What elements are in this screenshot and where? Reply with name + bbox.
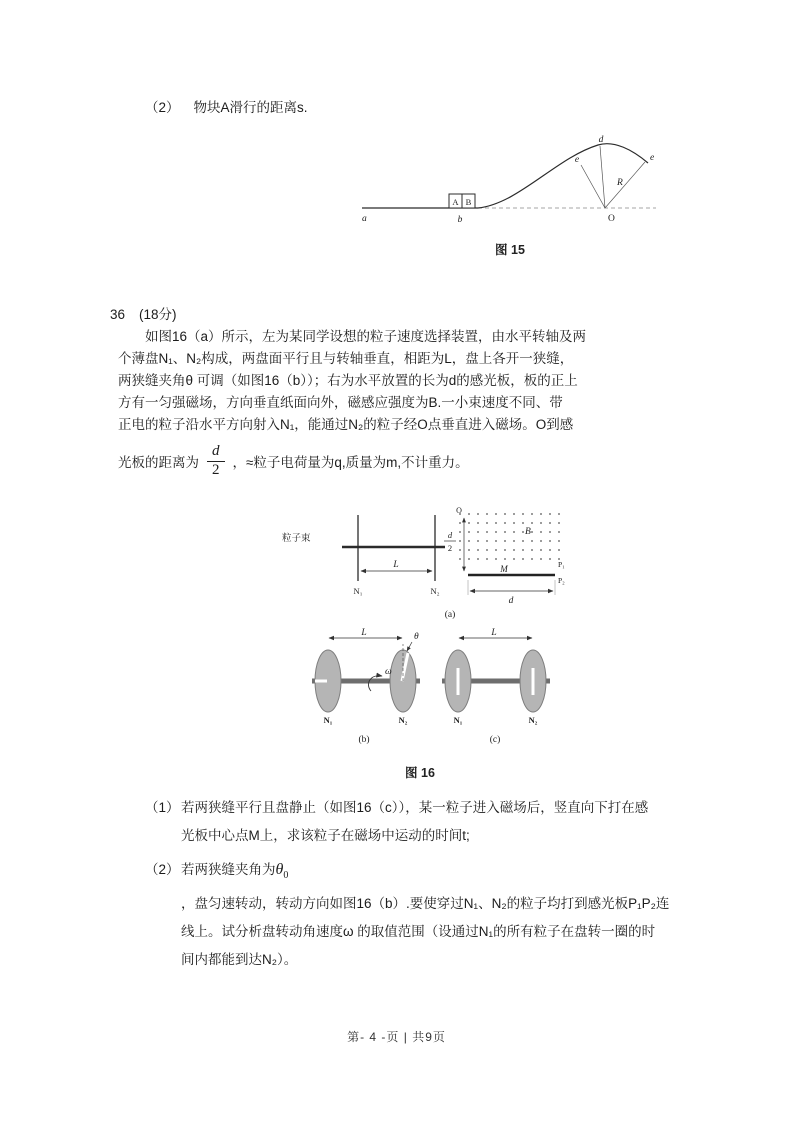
fig16b-group [312,628,420,745]
question-36-fraction-line [118,440,469,482]
para-line: 方有一匀强磁场，方向垂直纸面向外，磁感应强度为B.一小束速度不同、带 [118,395,563,410]
fig15-label-block-a: A [452,197,459,207]
fig16a-beam-label: 粒子束 [282,534,311,544]
fig16b-label-L: L [361,628,367,638]
question-36-paragraph [118,326,693,436]
svg-text:2: 2 [447,543,453,553]
fig16b-theta-pointer-arrow [407,642,412,651]
part1-label: （1） [145,800,180,815]
page-footer: 第- 4 -页 | 共9页 [347,1030,446,1044]
fig16a-diagram [278,503,578,623]
question-points: (18分) [139,307,177,322]
fig16a-label-O: O [456,506,462,515]
part2q-line2: 线上。试分析盘转动角速度ω 的取值范围（设通过N₁的所有粒子在盘转一圈的时 [181,924,656,940]
fig16a-label-P1: P₁ [558,560,565,569]
fraction-numerator: d [207,443,225,462]
fig16c-label-N1: N₁ [453,715,463,725]
question-36-part2 [145,856,705,974]
fig16-caption: 图 16 [405,766,435,780]
fig15-ramp-curve [478,144,648,208]
fig15-label-b: b [457,215,463,225]
part1-content [181,794,648,850]
fig16a-label-L: L [393,560,399,570]
fig16a-label-N1: N₁ [353,586,363,596]
part2q-head-text: 若两狭缝夹角为 [181,862,276,877]
fig16a-label-M: M [500,564,508,574]
fig15-caption: 图 15 [495,243,525,257]
fig15-label-O: O [608,214,615,224]
fraction-denominator: 2 [212,462,220,478]
d-over-2-fraction [207,443,225,480]
fig16a-label-B: B [525,527,531,537]
question-36-part1 [145,794,705,850]
fig16b-caption: (b) [358,735,370,745]
fig16bc-diagram [298,626,578,748]
fig15-radius-lines [581,146,645,208]
fig15-label-d: d [598,135,604,145]
fig16c-label-N2: N₂ [528,715,538,725]
fig16a-label-N2: N₂ [430,586,440,596]
question-number: 36 [110,307,126,322]
fig16a-label-d: d [508,596,514,606]
figure-16a [278,503,578,623]
fig16a-caption: (a) [444,610,456,620]
part2q-label: （2） [145,862,180,877]
figure-15 [350,132,670,258]
part1-line2: 光板中心点M上，求该粒子在磁场中运动的时间t; [181,828,470,843]
fig16c-caption: (c) [489,735,501,745]
fig16b-label-omega: ω [385,667,392,677]
svg-text:d: d [447,530,453,540]
para-line: 正电的粒子沿水平方向射入N₁，能通过N₂的粒子经O点垂直进入磁场。O到感 [118,417,574,432]
part2q-line1: ，盘匀速转动，转动方向如图16（b）.要使穿过N₁、N₂的粒子均打到感光板P₁P₂连 [181,896,670,912]
para-line: 个薄盘N₁、N₂构成，两盘面平行且与转轴垂直，相距为L，盘上各开一狭缝， [118,351,574,366]
fig16b-label-N1: N₁ [323,715,333,725]
fig15-label-R: R [617,178,623,188]
fig16b-label-theta: θ [414,632,419,642]
prev-question-part2 [145,96,308,116]
fig16a-label-P2: P₂ [558,576,565,585]
question-36-header [110,303,177,323]
frac-line-after: ，≈粒子电荷量为q,质量为m,不计重力。 [232,455,469,470]
para-line: 两狭缝夹角θ 可调（如图16（b））；右为水平放置的长为d的感光板，板的正上 [118,373,578,388]
theta-subscript: 0 [283,870,289,882]
fig16a-d2-fraction [444,530,456,553]
fig15-label-e-left: e [574,155,580,165]
theta-zero-symbol [275,861,289,882]
part2q-line3: 间内都能到达N₂）。 [181,952,298,968]
fig15-diagram [350,132,670,234]
fig16c-group [442,628,550,745]
fig15-label-e-right: e [650,153,655,163]
fig16b-label-N2: N₂ [398,715,408,725]
part2-label: （2） [145,100,180,115]
theta-symbol: θ [275,861,284,878]
fig16a-field-region [458,507,566,564]
part2q-content [181,856,669,974]
frac-line-before: 光板的距离为 [118,455,199,470]
para-line: 如图16（a）所示，左为某同学设想的粒子速度选择装置，由水平转轴及两 [145,329,587,344]
figure-16bc [298,626,578,748]
part2-text: 物块A滑行的距离s. [193,100,308,115]
part1-line1: 若两狭缝平行且盘静止（如图16（c）），某一粒子进入磁场后，竖直向下打在感 [181,800,649,815]
fig15-label-a: a [362,214,367,224]
fig15-label-block-b: B [465,197,472,207]
fig16c-label-L: L [491,628,497,638]
part2q-head [181,856,669,890]
